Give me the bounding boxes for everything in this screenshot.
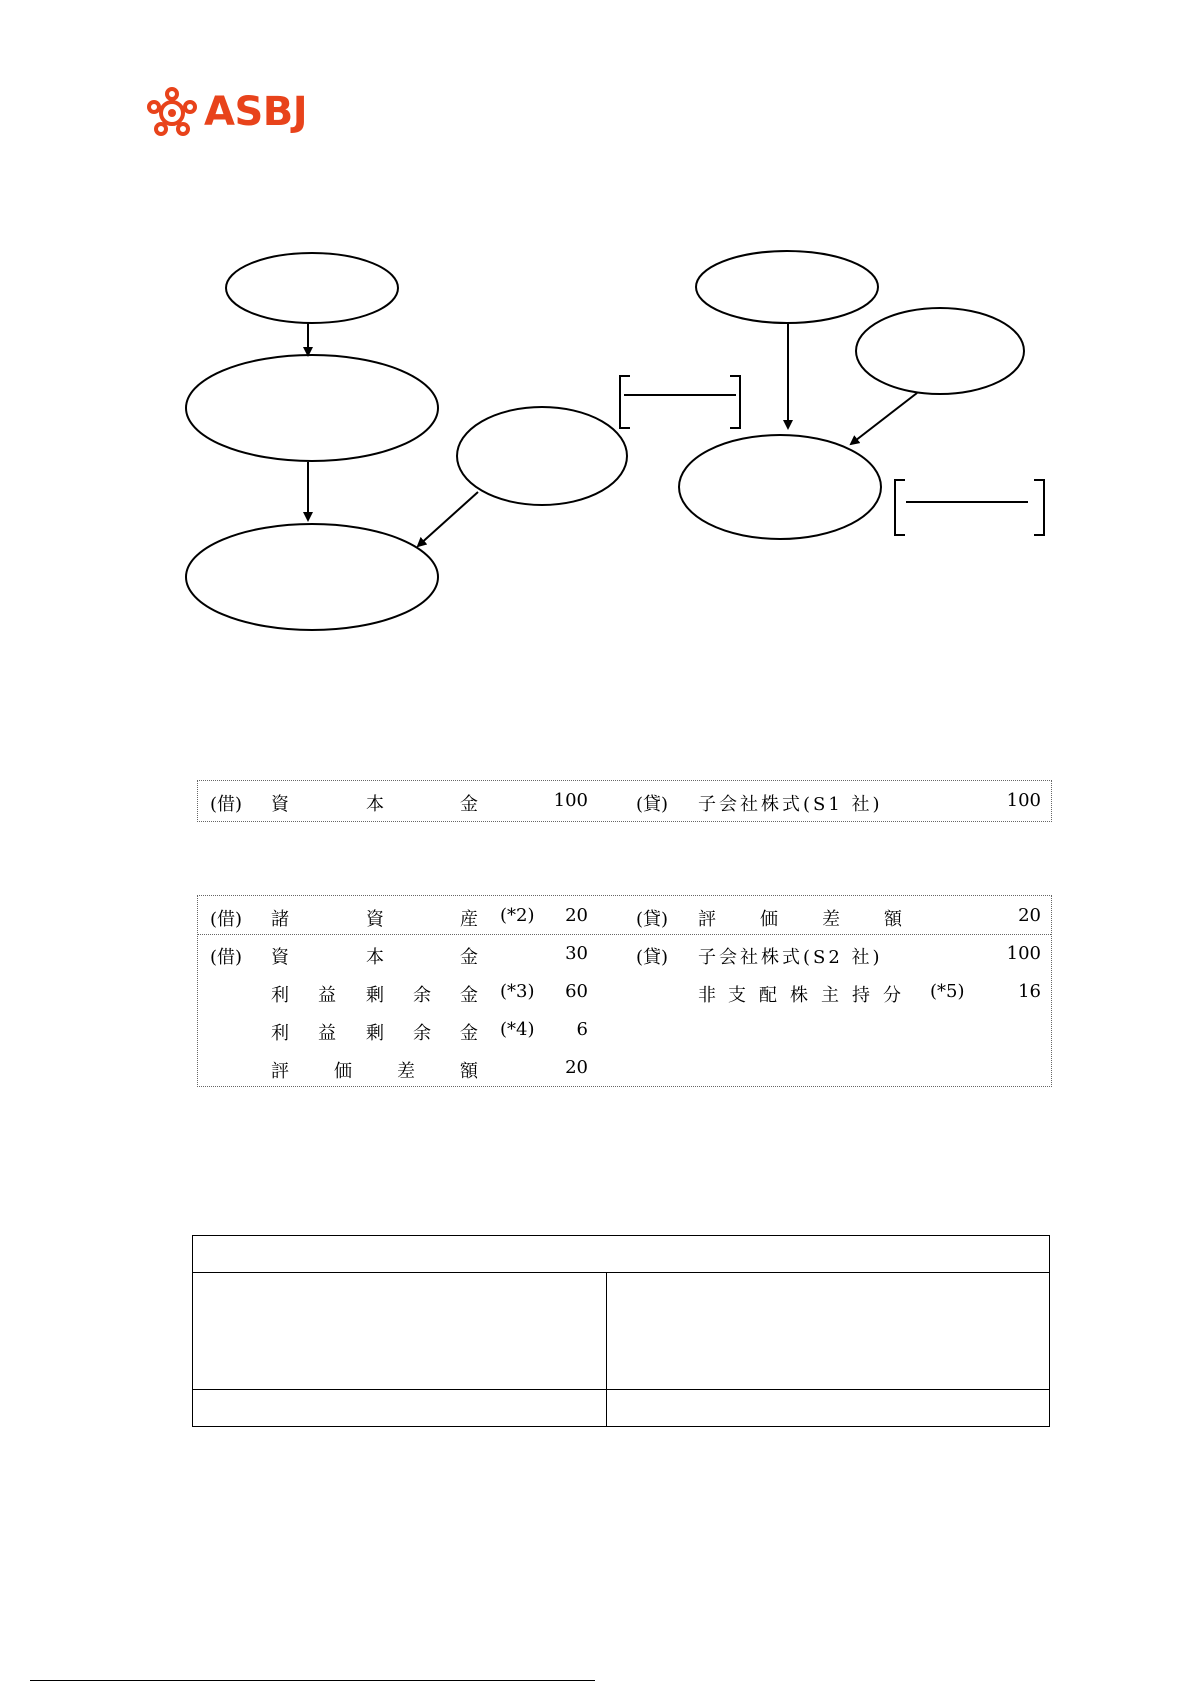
debit-amount: 100 xyxy=(553,790,588,811)
footnote-rule xyxy=(30,1680,595,1681)
debit-marker: (借) xyxy=(210,794,243,815)
divider xyxy=(606,1272,607,1426)
credit-marker: (貸) xyxy=(636,794,669,815)
node-mid-left xyxy=(186,355,438,461)
journal-entry-s2 xyxy=(197,895,1052,1087)
bracket-box-1 xyxy=(620,376,740,428)
credit-amount: 100 xyxy=(1006,790,1041,811)
group-structure-diagram xyxy=(0,0,1191,700)
table-row: (借) 資 本 金 100 (貸) 子会社株式(S1 社) 100 xyxy=(210,790,1041,815)
node-bottom-left xyxy=(186,524,438,630)
journal-entry-s1 xyxy=(197,780,1052,822)
node-top-left xyxy=(226,253,398,323)
node-mid-right xyxy=(679,435,881,539)
node-far-right xyxy=(856,308,1024,394)
logo-wordmark: ASBJ xyxy=(204,89,308,135)
table-row: (借) 諸 資 産 (*2) 20 (貸) 評 価 差 額 20 xyxy=(210,905,1041,930)
divider xyxy=(193,1272,1049,1273)
credit-account: 子会社株式(S1 社) xyxy=(698,794,883,815)
table-row: 評 価 差 額 20 xyxy=(271,1057,588,1082)
node-top-right xyxy=(696,251,878,323)
node-center xyxy=(457,407,627,505)
table-row: 利 益 剰 余 金 (*4) 6 xyxy=(271,1019,588,1044)
table-row: 利 益 剰 余 金 (*3) 60 非 支 配 株 主 持 分 (*5) 16 xyxy=(271,981,1041,1006)
divider xyxy=(193,1389,1049,1390)
table-row: (借) 資 本 金 30 (貸) 子会社株式(S2 社) 100 xyxy=(210,943,1041,968)
bracket-box-2 xyxy=(895,480,1044,535)
summary-table xyxy=(192,1235,1050,1427)
